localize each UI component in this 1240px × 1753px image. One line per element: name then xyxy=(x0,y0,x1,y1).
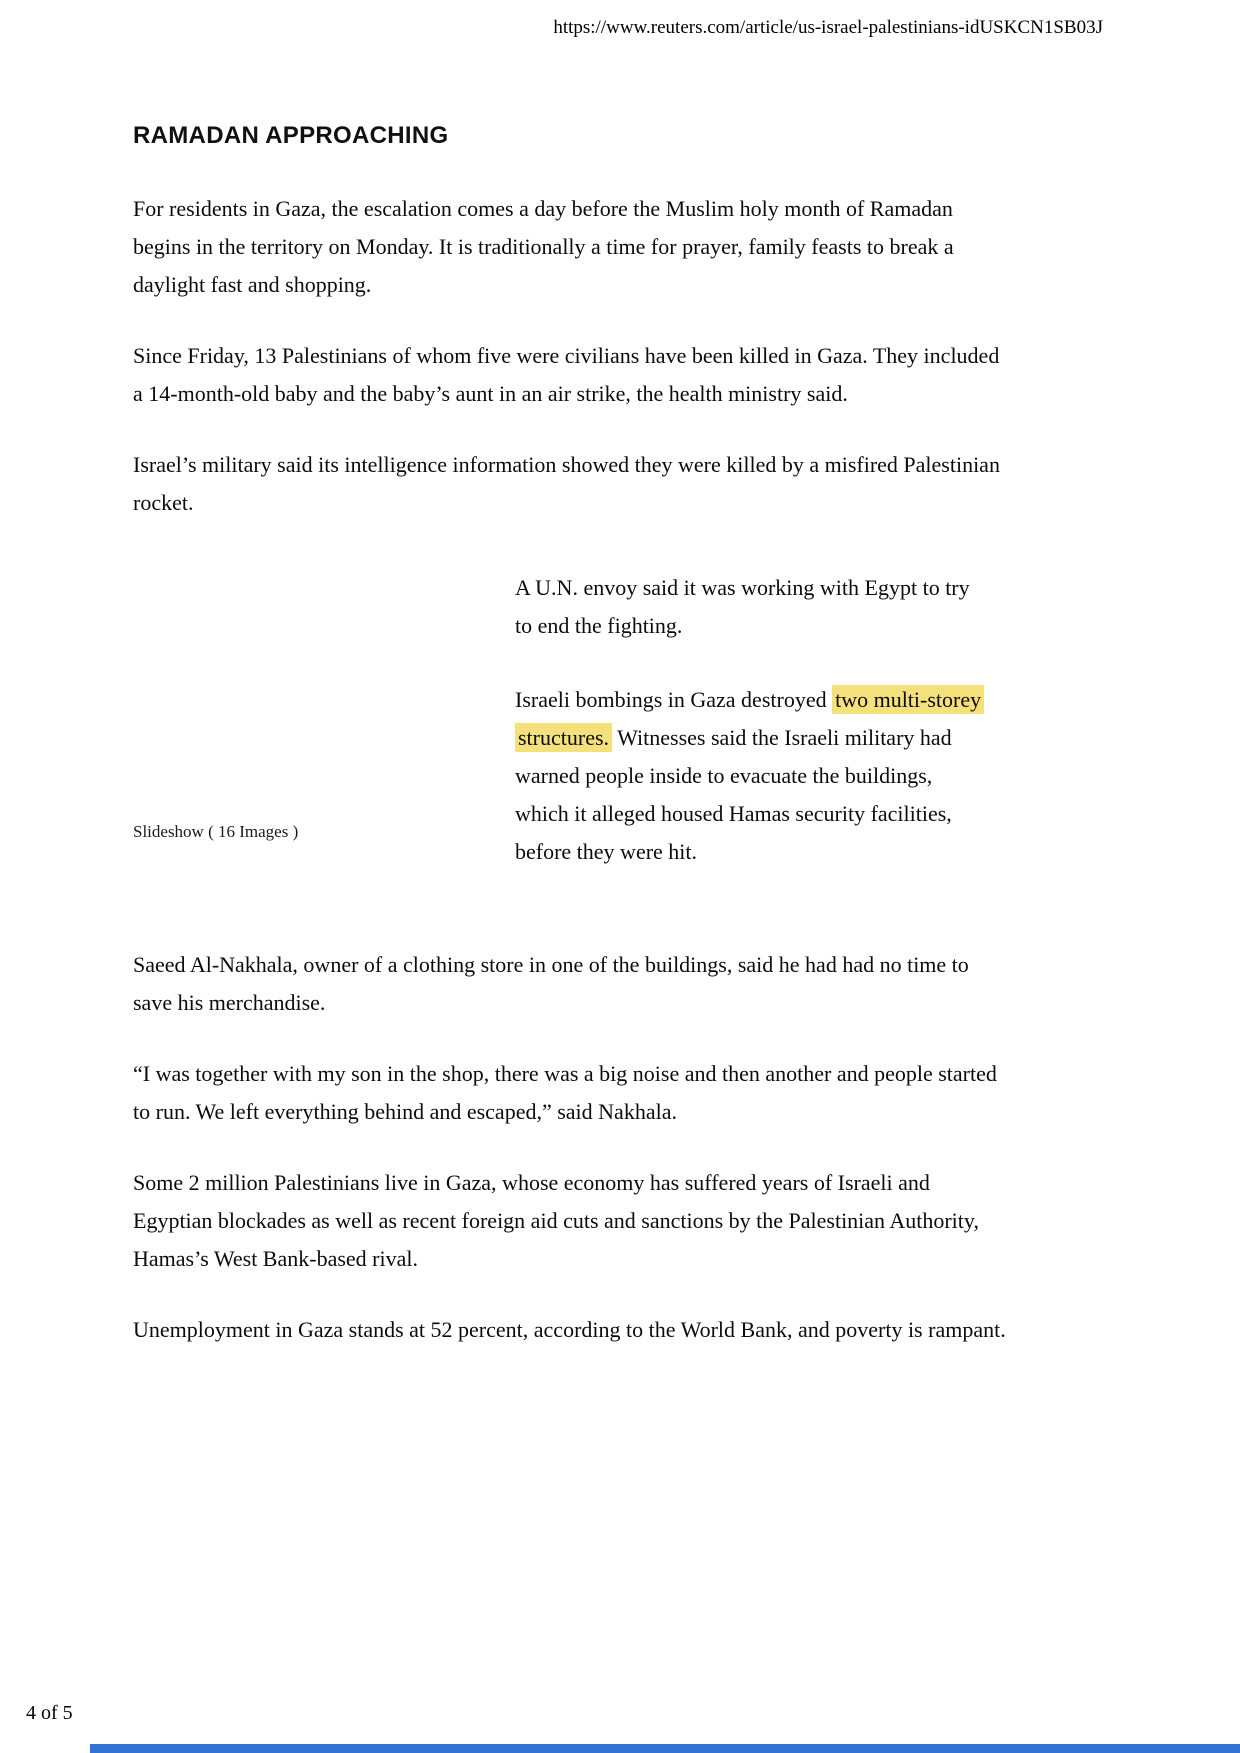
article-paragraph-casualties: Since Friday, 13 Palestinians of whom five were civilians have been killed in Gaza. They included a 14-month-old baby and the baby’s aunt in an air strike, the health ministry said. xyxy=(133,343,1000,406)
article-paragraph-quote: “I was together with my son in the shop, there was a big noise and then another and people started to run. We left everything behind and escaped,” said Nakhala. xyxy=(133,1061,997,1124)
bombings-text-after: Witnesses said the Israeli military had warned people inside to evacuate the buildings, which it alleged housed Hamas security facilities, before they were hit. xyxy=(515,725,952,864)
article-paragraph-nakhala: Saeed Al-Nakhala, owner of a clothing store in one of the buildings, said he had had no time to save his merchandise. xyxy=(133,952,969,1015)
slideshow-caption: Slideshow ( 16 Images ) xyxy=(133,822,299,841)
bombings-text-before: Israeli bombings in Gaza destroyed xyxy=(515,687,833,712)
article-paragraph-un-envoy: A U.N. envoy said it was working with Egypt to try to end the fighting. xyxy=(515,575,970,638)
slideshow-image-placeholder xyxy=(133,569,515,871)
article-paragraph-bombings xyxy=(515,681,987,871)
wrapped-text-column xyxy=(515,569,987,871)
article-paragraph-military: Israel’s military said its intelligence information showed they were killed by a misfired Palestinian rocket. xyxy=(133,452,1000,515)
bottom-accent-bar xyxy=(90,1744,1240,1753)
highlighted-text: two multi-storey structures. xyxy=(515,685,984,752)
article-paragraph-unemployment: Unemployment in Gaza stands at 52 percent, according to the World Bank, and poverty is rampant. xyxy=(133,1317,1006,1342)
source-url-header: https://www.reuters.com/article/us-israel-palestinians-idUSKCN1SB03J xyxy=(553,17,1103,38)
article-paragraph-economy: Some 2 million Palestinians live in Gaza, whose economy has suffered years of Israeli and Egyptian blockades as well as recent foreign aid cuts and sanctions by the Palestinian Authority, Hamas’s West Bank-based rival. xyxy=(133,1170,979,1271)
article-paragraph-ramadan: For residents in Gaza, the escalation comes a day before the Muslim holy month of Ramadan begins in the territory on Monday. It is traditionally a time for prayer, family feasts to break a daylight fast and shopping. xyxy=(133,196,954,297)
section-heading: RAMADAN APPROACHING xyxy=(133,122,449,149)
slideshow-media-block xyxy=(133,569,1007,871)
page-number: 4 of 5 xyxy=(26,1702,73,1724)
